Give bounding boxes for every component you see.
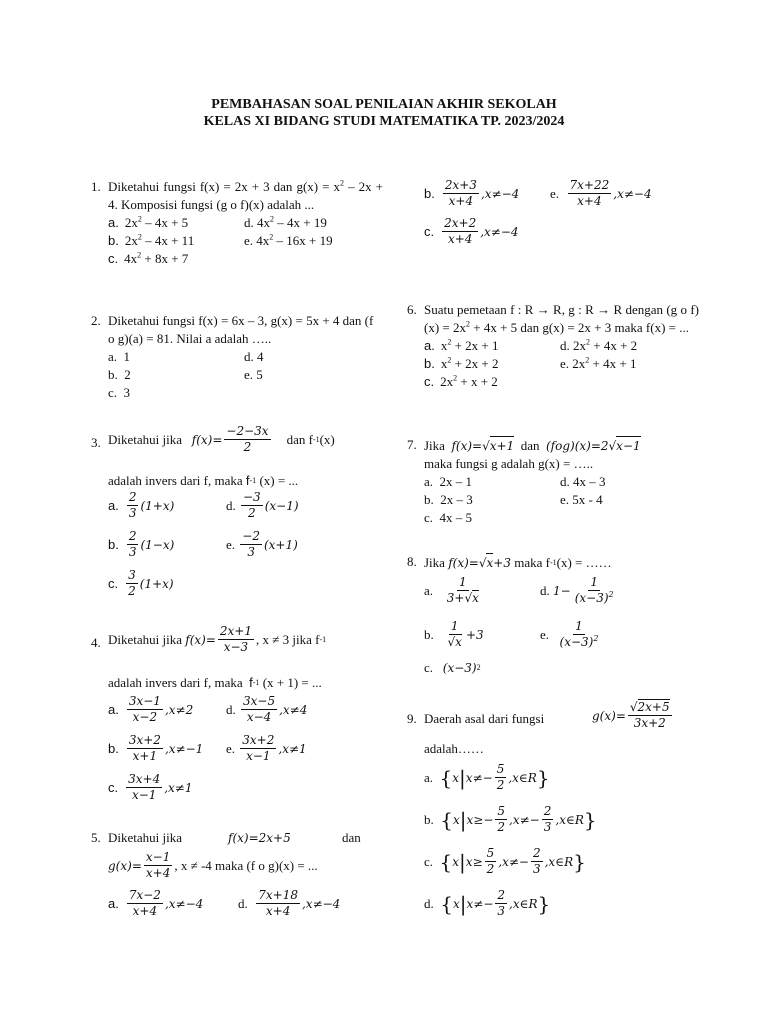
question-number: 6. — [407, 302, 417, 317]
question-number: 7. — [407, 437, 417, 452]
question-number: 2. — [91, 313, 101, 328]
option-d: d. 1− $\frac{1}{(x-3)^2}$ — [540, 575, 614, 605]
option-a: a. $\frac{3x-1}{x-2}$ ,x≠2 — [108, 694, 194, 724]
option-c: c. { x | x≥ $\frac{5}{2}$ ,x≠− $\frac{2}{3}$ ,x∈R } — [424, 846, 586, 876]
options-row — [108, 250, 383, 268]
option-b: b. $\frac{2}{3}$ (1−x) — [108, 529, 175, 559]
option-b: b. $2x^2 - 4x + 11$ — [108, 232, 195, 248]
question-math: f(x)=2x+5 — [228, 831, 291, 845]
option-e: e. $2x^2 + 4x + 1$ — [560, 355, 637, 371]
question-number: 3. — [91, 435, 101, 450]
option-d: d. 4x – 3 — [560, 474, 606, 489]
question-text-2: adalah invers dari f, maka f -1 (x) = ... — [108, 473, 299, 488]
option-c: c. $\frac{3}{2}$ (1+x) — [108, 568, 174, 598]
question-2 — [91, 312, 383, 402]
option-a: a. 2x – 1 — [424, 474, 473, 489]
option-e: e. $\frac{3x+2}{x-1}$ ,x≠1 — [226, 733, 307, 763]
option-a: a. $\frac{7x-2}{x+4}$ ,x≠−4 — [108, 888, 204, 918]
option-c: c. $\frac{3x+4}{x-1}$ ,x≠1 — [108, 772, 193, 802]
question-text: Jika f(x)=√ x+1 dan (fog)(x)=2√ x−1 — [424, 437, 641, 453]
question-4 — [91, 624, 383, 809]
question-number: 1. — [91, 179, 101, 194]
option-e: e. 5 — [244, 367, 263, 382]
question-number: 8. — [407, 554, 417, 569]
question-number: 4. — [91, 635, 101, 650]
question-text: Diketahui jika f (x)= $\frac{2x+1}{x-3}$ , x ≠ 3 jika f -1 — [108, 624, 327, 654]
option-e: e. $\frac{1}{(x-3)^2}$ — [540, 619, 599, 649]
question-number: 9. — [407, 711, 417, 726]
option-b: b. $\frac{1}{√x}$ +3 — [424, 619, 484, 649]
question-9 — [407, 700, 699, 930]
option-d: d. $\frac{7x+18}{x+4}$ ,x≠−4 — [238, 888, 341, 918]
question-text: Diketahui fungsi f(x) = 6x – 3, g(x) = 5x + 4 dan (f o g)(a) = 81. Nilai a adalah ….. — [108, 313, 374, 346]
option-d: d. $2x^2 + 4x + 2$ — [560, 337, 638, 353]
option-d: d. 4 — [244, 349, 264, 364]
option-a: a. 1 — [108, 349, 131, 364]
question-text: Suatu pemetaan f : R → R, g : R → R dengan (g o $f)(x) = 2x^2 + 4x + 5$ dan g(x) = 2x + 3 maka f(x) = ... — [424, 302, 699, 335]
question-text: Daerah asal dari fungsi — [424, 711, 545, 726]
option-a: a. $2x^2 - 4x + 5$ — [108, 214, 189, 230]
question-text: Diketahui jika f (x)= $\frac{-2-3x}{2}$ dan f -1 (x) — [108, 424, 335, 454]
option-c: c. (x−3) 2 — [424, 660, 481, 675]
question-number: 5. — [91, 830, 101, 845]
question-text: Jika f(x)=√ x +3 maka f -1 (x) = …… — [424, 554, 612, 570]
question-1 — [91, 178, 383, 268]
question-text-dan: dan — [342, 830, 361, 845]
option-a: a. $\frac{1}{3+√x}$ — [424, 575, 479, 605]
option-d: d. { x | x≠− $\frac{2}{3}$ ,x∈R } — [424, 888, 551, 918]
option-b: b. 2x – 3 — [424, 492, 473, 507]
option-a: a. $\frac{2}{3}$ (1+x) — [108, 490, 175, 520]
options-row — [108, 214, 383, 232]
option-e: e. 5x - 4 — [560, 492, 603, 507]
option-e: e. $\frac{7x+22}{x+4}$ ,x≠−4 — [550, 178, 652, 208]
option-b: b. $\frac{3x+2}{x+1}$ ,x≠−1 — [108, 733, 204, 763]
option-c: c. 4x – 5 — [424, 510, 473, 525]
option-d: d. $\frac{-3}{2}$ (x−1) — [226, 490, 299, 520]
option-c: c. $2x^2 + x + 2$ — [424, 373, 498, 389]
question-text: Diketahui jika — [108, 830, 183, 845]
doc-title-line-1: PEMBAHASAN SOAL PENILAIAN AKHIR SEKOLAH — [211, 97, 557, 112]
question-7 — [407, 436, 699, 527]
option-e: e. $\frac{-2}{3}$ (x+1) — [226, 529, 298, 559]
option-d: d. $4x^2 - 4x + 19$ — [244, 214, 327, 230]
question-5 — [91, 826, 383, 926]
question-text-2: g(x)= $\frac{x-1}{x+4}$ , x ≠ -4 maka (f o g)(x) = ... — [108, 850, 318, 880]
option-b: b. { x | x≥− $\frac{5}{2}$ ,x≠− $\frac{2}{3}$ ,x∈R } — [424, 804, 597, 834]
question-text: Diketahui fungsi f(x) = 2x + 3 dan $g(x) = x^2 - 2x + 4$. Komposisi fungsi (g o f)(x) adalah ... — [108, 178, 383, 212]
option-b: b. 2 — [108, 367, 131, 382]
option-a: a. $x^2 + 2x + 1$ — [424, 337, 499, 353]
options-row — [108, 232, 383, 250]
question-math: g(x)= $\frac{√2x+5}{3x+2}$ — [592, 700, 670, 730]
question-text-2: maka fungsi g adalah g(x) = ….. — [424, 456, 594, 471]
doc-title-line-2: KELAS XI BIDANG STUDI MATEMATIKA TP. 2023/2024 — [203, 114, 565, 129]
question-8 — [407, 553, 699, 683]
option-b: b. $x^2 + 2x + 2$ — [424, 355, 499, 371]
option-c: c. $\frac{2x+2}{x+4}$ ,x≠−4 — [424, 216, 519, 246]
option-b: b. $\frac{2x+3}{x+4}$ ,x≠−4 — [424, 178, 520, 208]
option-d: d. $\frac{3x-5}{x-4}$ ,x≠4 — [226, 694, 308, 724]
option-c: c. $4x^2 + 8x + 7$ — [108, 250, 189, 266]
option-c: c. 3 — [108, 385, 131, 400]
question-text-2: adalah…… — [424, 741, 484, 756]
question-5-continued — [424, 178, 699, 258]
question-text-2: adalah invers dari f, maka f -1 (x + 1) = ... — [108, 675, 322, 690]
option-e: e. $4x^2 - 16x + 19$ — [244, 232, 333, 248]
question-6 — [407, 301, 699, 391]
option-a: a. { x | x≠− $\frac{5}{2}$ ,x∈R } — [424, 762, 550, 792]
question-3 — [91, 424, 383, 604]
